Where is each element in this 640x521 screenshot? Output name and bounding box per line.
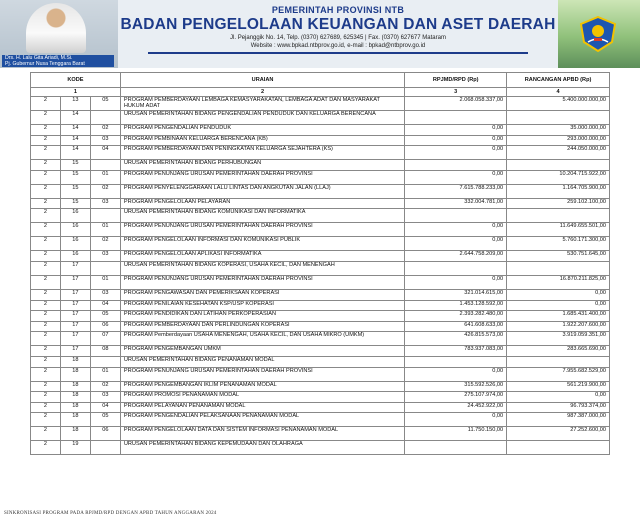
kode-urusan-cell: 2 <box>31 289 61 300</box>
kode-program-cell: 05 <box>90 97 120 111</box>
kode-urusan-cell: 2 <box>31 392 61 403</box>
apbd-amount-cell: 1.685.431.400,00 <box>507 311 610 322</box>
apbd-amount-cell: 293.000.000,00 <box>507 135 610 146</box>
landscape-panel <box>558 0 640 68</box>
kode-bidang-cell: 15 <box>60 198 90 209</box>
apbd-amount-cell: 10.204.715.922,00 <box>507 170 610 184</box>
uraian-cell: PROGRAM Pemberdayaan USAHA MENENGAH, USAHA KECIL, DAN USAHA MIKRO (UMKM) <box>120 332 404 346</box>
rpjmd-amount-cell <box>405 160 507 171</box>
uraian-cell: PROGRAM PELAYANAN PENANAMAN MODAL <box>120 402 404 413</box>
kode-bidang-cell: 16 <box>60 237 90 251</box>
kode-program-cell: 06 <box>90 427 120 441</box>
uraian-cell: PROGRAM PEMBINAAN KELUARGA BERENCANA (KB) <box>120 135 404 146</box>
kode-urusan-cell: 2 <box>31 321 61 332</box>
apbd-amount-cell: 987.387.000,00 <box>507 413 610 427</box>
apbd-amount-cell: 259.102.100,00 <box>507 198 610 209</box>
table-row <box>31 170 610 184</box>
kode-urusan-cell: 2 <box>31 413 61 427</box>
uraian-cell: PROGRAM PENGENDALIAN PENDUDUK <box>120 125 404 136</box>
table-row <box>31 97 610 111</box>
uraian-cell: PROGRAM PENYELENGGARAAN LALU LINTAS DAN ANGKUTAN JALAN (LLAJ) <box>120 184 404 198</box>
kode-bidang-cell: 17 <box>60 289 90 300</box>
table-row <box>31 237 610 251</box>
kode-program-cell: 03 <box>90 251 120 262</box>
header-uraian: URAIAN <box>120 73 404 88</box>
table-row <box>31 311 610 322</box>
table-row <box>31 381 610 392</box>
uraian-cell: URUSAN PEMERINTAHAN BIDANG PENANAMAN MODAL <box>120 356 404 367</box>
header-rule <box>148 52 528 54</box>
uraian-cell: URUSAN PEMERINTAHAN BIDANG KEPEMUDAAN DAN OLAHRAGA <box>120 441 404 455</box>
kode-urusan-cell: 2 <box>31 346 61 357</box>
table-row <box>31 135 610 146</box>
agency-website: Website : www.bpkad.ntbprov.go.id, e-mail : bpkad@ntbprov.go.id <box>250 43 426 49</box>
kode-program-cell: 02 <box>90 381 120 392</box>
kode-bidang-cell: 18 <box>60 356 90 367</box>
kode-bidang-cell: 13 <box>60 97 90 111</box>
rpjmd-amount-cell: 2.644.758.209,00 <box>405 251 507 262</box>
apbd-amount-cell: 5.760.171.300,00 <box>507 237 610 251</box>
table-row <box>31 160 610 171</box>
kode-bidang-cell: 17 <box>60 346 90 357</box>
kode-bidang-cell: 18 <box>60 413 90 427</box>
table-row <box>31 413 610 427</box>
rpjmd-amount-cell: 0,00 <box>405 223 507 237</box>
rpjmd-amount-cell: 0,00 <box>405 367 507 381</box>
table-row <box>31 223 610 237</box>
rpjmd-amount-cell: 1.453.128.592,00 <box>405 300 507 311</box>
table-row <box>31 300 610 311</box>
apbd-amount-cell: 3.919.059.351,00 <box>507 332 610 346</box>
table-row <box>31 251 610 262</box>
caption-name: Drs. H. Lalu Gita Ariadi, M.Si. <box>5 55 73 61</box>
rpjmd-amount-cell: 11.750.150,00 <box>405 427 507 441</box>
table-row <box>31 198 610 209</box>
rpjmd-amount-cell: 641.608.633,00 <box>405 321 507 332</box>
rpjmd-amount-cell: 2.393.282.480,00 <box>405 311 507 322</box>
uraian-cell: URUSAN PEMERINTAHAN BIDANG PENGENDALIAN PENDUDUK DAN KELUARGA BERENCANA <box>120 111 404 125</box>
kode-bidang-cell: 17 <box>60 261 90 275</box>
apbd-amount-cell: 283.665.690,00 <box>507 346 610 357</box>
rpjmd-amount-cell: 275.107.974,00 <box>405 392 507 403</box>
rpjmd-amount-cell: 2.068.058.337,00 <box>405 97 507 111</box>
kode-urusan-cell: 2 <box>31 300 61 311</box>
table-body <box>31 97 610 455</box>
kode-program-cell: 03 <box>90 135 120 146</box>
letterhead-banner <box>0 0 640 68</box>
kode-program-cell: 03 <box>90 392 120 403</box>
kode-urusan-cell: 2 <box>31 111 61 125</box>
uraian-cell: PROGRAM PENUNJANG URUSAN PEMERINTAHAN DAERAH PROVINSI <box>120 223 404 237</box>
kode-urusan-cell: 2 <box>31 160 61 171</box>
kode-bidang-cell: 18 <box>60 392 90 403</box>
kode-urusan-cell: 2 <box>31 170 61 184</box>
kode-urusan-cell: 2 <box>31 223 61 237</box>
uraian-cell: PROGRAM PENGELOLAAN PELAYARAN <box>120 198 404 209</box>
kode-bidang-cell: 14 <box>60 125 90 136</box>
table-row <box>31 275 610 289</box>
apbd-amount-cell: 561.219.900,00 <box>507 381 610 392</box>
kode-program-cell <box>90 356 120 367</box>
table-row <box>31 427 610 441</box>
portrait-caption <box>2 55 114 67</box>
kode-program-cell: 02 <box>90 125 120 136</box>
kode-program-cell: 02 <box>90 237 120 251</box>
apbd-amount-cell <box>507 356 610 367</box>
rpjmd-amount-cell: 24.452.922,00 <box>405 402 507 413</box>
rpjmd-amount-cell: 0,00 <box>405 413 507 427</box>
kode-program-cell: 01 <box>90 170 120 184</box>
apbd-amount-cell: 0,00 <box>507 392 610 403</box>
kode-program-cell: 08 <box>90 346 120 357</box>
column-number: 2 <box>120 88 404 97</box>
table-header-row <box>31 73 610 88</box>
uraian-cell: PROGRAM PEMBERDAYAAN DAN PENINGKATAN KELUARGA SEJAHTERA (KS) <box>120 146 404 160</box>
rpjmd-amount-cell: 332.004.781,00 <box>405 198 507 209</box>
kode-program-cell <box>90 209 120 223</box>
rpjmd-amount-cell: 321.014.615,00 <box>405 289 507 300</box>
uraian-cell: PROGRAM PENUNJANG URUSAN PEMERINTAHAN DAERAH PROVINSI <box>120 275 404 289</box>
kode-program-cell: 05 <box>90 311 120 322</box>
apbd-amount-cell: 0,00 <box>507 300 610 311</box>
table-row <box>31 125 610 136</box>
kode-program-cell: 01 <box>90 367 120 381</box>
column-number: 1 <box>31 88 121 97</box>
kode-program-cell: 03 <box>90 198 120 209</box>
rpjmd-amount-cell: 783.937.083,00 <box>405 346 507 357</box>
apbd-amount-cell: 244.050.000,00 <box>507 146 610 160</box>
apbd-amount-cell: 35.000.000,00 <box>507 125 610 136</box>
kode-urusan-cell: 2 <box>31 427 61 441</box>
kode-program-cell <box>90 160 120 171</box>
government-name: PEMERINTAH PROVINSI NTB <box>271 5 405 15</box>
apbd-amount-cell: 96.793.374,00 <box>507 402 610 413</box>
kode-bidang-cell: 15 <box>60 160 90 171</box>
uraian-cell: PROGRAM PENGELOLAAN APLIKASI INFORMATIKA <box>120 251 404 262</box>
rpjmd-amount-cell: 0,00 <box>405 237 507 251</box>
uraian-cell: PROGRAM PENDIDIKAN DAN LATIHAN PERKOPERASIAN <box>120 311 404 322</box>
kode-program-cell: 03 <box>90 289 120 300</box>
header-rancangan: RANCANGAN APBD (Rp) <box>507 73 610 88</box>
kode-program-cell <box>90 261 120 275</box>
table-row <box>31 402 610 413</box>
uraian-cell: PROGRAM PENUNJANG URUSAN PEMERINTAHAN DAERAH PROVINSI <box>120 367 404 381</box>
kode-program-cell <box>90 111 120 125</box>
uraian-cell: URUSAN PEMERINTAHAN BIDANG KOMUNIKASI DAN INFORMATIKA <box>120 209 404 223</box>
letterhead-text <box>118 0 558 68</box>
kode-urusan-cell: 2 <box>31 367 61 381</box>
uraian-cell: PROGRAM PEMBERDAYAAN LEMBAGA KEMASYARAKATAN, LEMBAGA ADAT DAN MASYARAKAT HUKUM ADAT <box>120 97 404 111</box>
apbd-amount-cell: 11.649.655.501,00 <box>507 223 610 237</box>
kode-bidang-cell: 19 <box>60 441 90 455</box>
kode-bidang-cell: 17 <box>60 321 90 332</box>
kode-program-cell: 01 <box>90 223 120 237</box>
table-row <box>31 392 610 403</box>
kode-bidang-cell: 18 <box>60 427 90 441</box>
table-row <box>31 321 610 332</box>
table-row <box>31 346 610 357</box>
kode-program-cell: 01 <box>90 275 120 289</box>
agency-name: BADAN PENGELOLAAN KEUANGAN DAN ASET DAERAH <box>120 16 556 33</box>
apbd-amount-cell <box>507 111 610 125</box>
kode-program-cell: 06 <box>90 321 120 332</box>
kode-bidang-cell: 17 <box>60 275 90 289</box>
kode-program-cell: 07 <box>90 332 120 346</box>
apbd-amount-cell: 7.955.682.529,00 <box>507 367 610 381</box>
footer-caption: SINKRONISASI PROGRAM PADA RPJMD/RPD DENGAN APBD TAHUN ANGGARAN 2024 <box>4 511 217 516</box>
kode-bidang-cell: 18 <box>60 367 90 381</box>
kode-bidang-cell: 18 <box>60 402 90 413</box>
rpjmd-amount-cell: 0,00 <box>405 170 507 184</box>
rpjmd-amount-cell: 426.815.573,00 <box>405 332 507 346</box>
rpjmd-amount-cell: 0,00 <box>405 275 507 289</box>
kode-bidang-cell: 14 <box>60 146 90 160</box>
kode-bidang-cell: 14 <box>60 111 90 125</box>
rpjmd-amount-cell <box>405 441 507 455</box>
governor-photo <box>26 3 86 53</box>
kode-bidang-cell: 16 <box>60 223 90 237</box>
kode-urusan-cell: 2 <box>31 311 61 322</box>
kode-urusan-cell: 2 <box>31 125 61 136</box>
rpjmd-amount-cell: 0,00 <box>405 125 507 136</box>
rpjmd-amount-cell <box>405 111 507 125</box>
kode-urusan-cell: 2 <box>31 209 61 223</box>
kode-program-cell: 04 <box>90 402 120 413</box>
rpjmd-amount-cell: 315.592.526,00 <box>405 381 507 392</box>
table-row <box>31 289 610 300</box>
kode-bidang-cell: 17 <box>60 300 90 311</box>
table-row <box>31 111 610 125</box>
uraian-cell: PROGRAM PENGELOLAAN INFORMASI DAN KOMUNIKASI PUBLIK <box>120 237 404 251</box>
apbd-amount-cell: 1.164.705.900,00 <box>507 184 610 198</box>
rpjmd-amount-cell <box>405 356 507 367</box>
kode-urusan-cell: 2 <box>31 184 61 198</box>
kode-bidang-cell: 16 <box>60 251 90 262</box>
kode-urusan-cell: 2 <box>31 237 61 251</box>
uraian-cell: PROGRAM PROMOSI PENANAMAN MODAL <box>120 392 404 403</box>
kode-bidang-cell: 17 <box>60 332 90 346</box>
rpjmd-amount-cell: 7.615.788.233,00 <box>405 184 507 198</box>
apbd-amount-cell <box>507 209 610 223</box>
uraian-cell: PROGRAM PENGENDALIAN PELAKSANAAN PENANAMAN MODAL <box>120 413 404 427</box>
uraian-cell: PROGRAM PENGEMBANGAN IKLIM PENANAMAN MODAL <box>120 381 404 392</box>
kode-bidang-cell: 16 <box>60 209 90 223</box>
kode-urusan-cell: 2 <box>31 381 61 392</box>
apbd-amount-cell <box>507 441 610 455</box>
ntb-crest-icon <box>578 16 618 52</box>
kode-urusan-cell: 2 <box>31 198 61 209</box>
table-row <box>31 367 610 381</box>
kode-urusan-cell: 2 <box>31 275 61 289</box>
rpjmd-amount-cell: 0,00 <box>405 146 507 160</box>
rpjmd-amount-cell: 0,00 <box>405 135 507 146</box>
column-number: 4 <box>507 88 610 97</box>
header-kode: KODE <box>31 73 121 88</box>
kode-bidang-cell: 15 <box>60 170 90 184</box>
apbd-amount-cell: 530.751.645,00 <box>507 251 610 262</box>
kode-urusan-cell: 2 <box>31 441 61 455</box>
kode-bidang-cell: 17 <box>60 311 90 322</box>
table-row <box>31 332 610 346</box>
kode-program-cell: 02 <box>90 184 120 198</box>
kode-bidang-cell: 14 <box>60 135 90 146</box>
kode-bidang-cell: 18 <box>60 381 90 392</box>
uraian-cell: PROGRAM PENILAIAN KESEHATAN KSP/USP KOPERASI <box>120 300 404 311</box>
uraian-cell: PROGRAM PENGAWASAN DAN PEMERIKSAAN KOPERASI <box>120 289 404 300</box>
rpjmd-amount-cell <box>405 261 507 275</box>
agency-address: Jl. Pejanggik No. 14, Telp. (0370) 627689, 625345 | Fax. (0370) 627677 Mataram <box>230 35 446 41</box>
kode-urusan-cell: 2 <box>31 402 61 413</box>
kode-program-cell <box>90 441 120 455</box>
apbd-amount-cell: 5.400.000.000,00 <box>507 97 610 111</box>
kode-program-cell: 04 <box>90 146 120 160</box>
uraian-cell: PROGRAM PENGEMBANGAN UMKM <box>120 346 404 357</box>
apbd-amount-cell: 16.870.211.825,00 <box>507 275 610 289</box>
header-rpjmd: RPJMD/RPD (Rp) <box>405 73 507 88</box>
apbd-amount-cell: 27.252.600,00 <box>507 427 610 441</box>
column-number-row <box>31 88 610 97</box>
kode-urusan-cell: 2 <box>31 97 61 111</box>
kode-urusan-cell: 2 <box>31 146 61 160</box>
table-row <box>31 146 610 160</box>
column-number: 3 <box>405 88 507 97</box>
apbd-amount-cell <box>507 160 610 171</box>
apbd-amount-cell <box>507 261 610 275</box>
uraian-cell: URUSAN PEMERINTAHAN BIDANG KOPERASI, USAHA KECIL, DAN MENENGAH <box>120 261 404 275</box>
kode-bidang-cell: 15 <box>60 184 90 198</box>
table-row <box>31 356 610 367</box>
uraian-cell: URUSAN PEMERINTAHAN BIDANG PERHUBUNGAN <box>120 160 404 171</box>
kode-program-cell: 05 <box>90 413 120 427</box>
kode-urusan-cell: 2 <box>31 356 61 367</box>
uraian-cell: PROGRAM PEMBERDAYAAN DAN PERLINDUNGAN KOPERASI <box>120 321 404 332</box>
kode-program-cell: 04 <box>90 300 120 311</box>
portrait-panel <box>0 0 118 68</box>
rpjmd-amount-cell <box>405 209 507 223</box>
table-row <box>31 441 610 455</box>
apbd-amount-cell: 0,00 <box>507 289 610 300</box>
table-row <box>31 209 610 223</box>
uraian-cell: PROGRAM PENUNJANG URUSAN PEMERINTAHAN DAERAH PROVINSI <box>120 170 404 184</box>
table-row <box>31 184 610 198</box>
kode-urusan-cell: 2 <box>31 261 61 275</box>
kode-urusan-cell: 2 <box>31 251 61 262</box>
program-sync-table <box>30 72 610 455</box>
apbd-amount-cell: 1.922.207.600,00 <box>507 321 610 332</box>
caption-title: Pj. Gubernur Nusa Tenggara Barat <box>5 61 85 67</box>
kode-urusan-cell: 2 <box>31 135 61 146</box>
kode-urusan-cell: 2 <box>31 332 61 346</box>
table-row <box>31 261 610 275</box>
uraian-cell: PROGRAM PENGELOLAAN DATA DAN SISTEM INFORMASI PENANAMAN MODAL <box>120 427 404 441</box>
